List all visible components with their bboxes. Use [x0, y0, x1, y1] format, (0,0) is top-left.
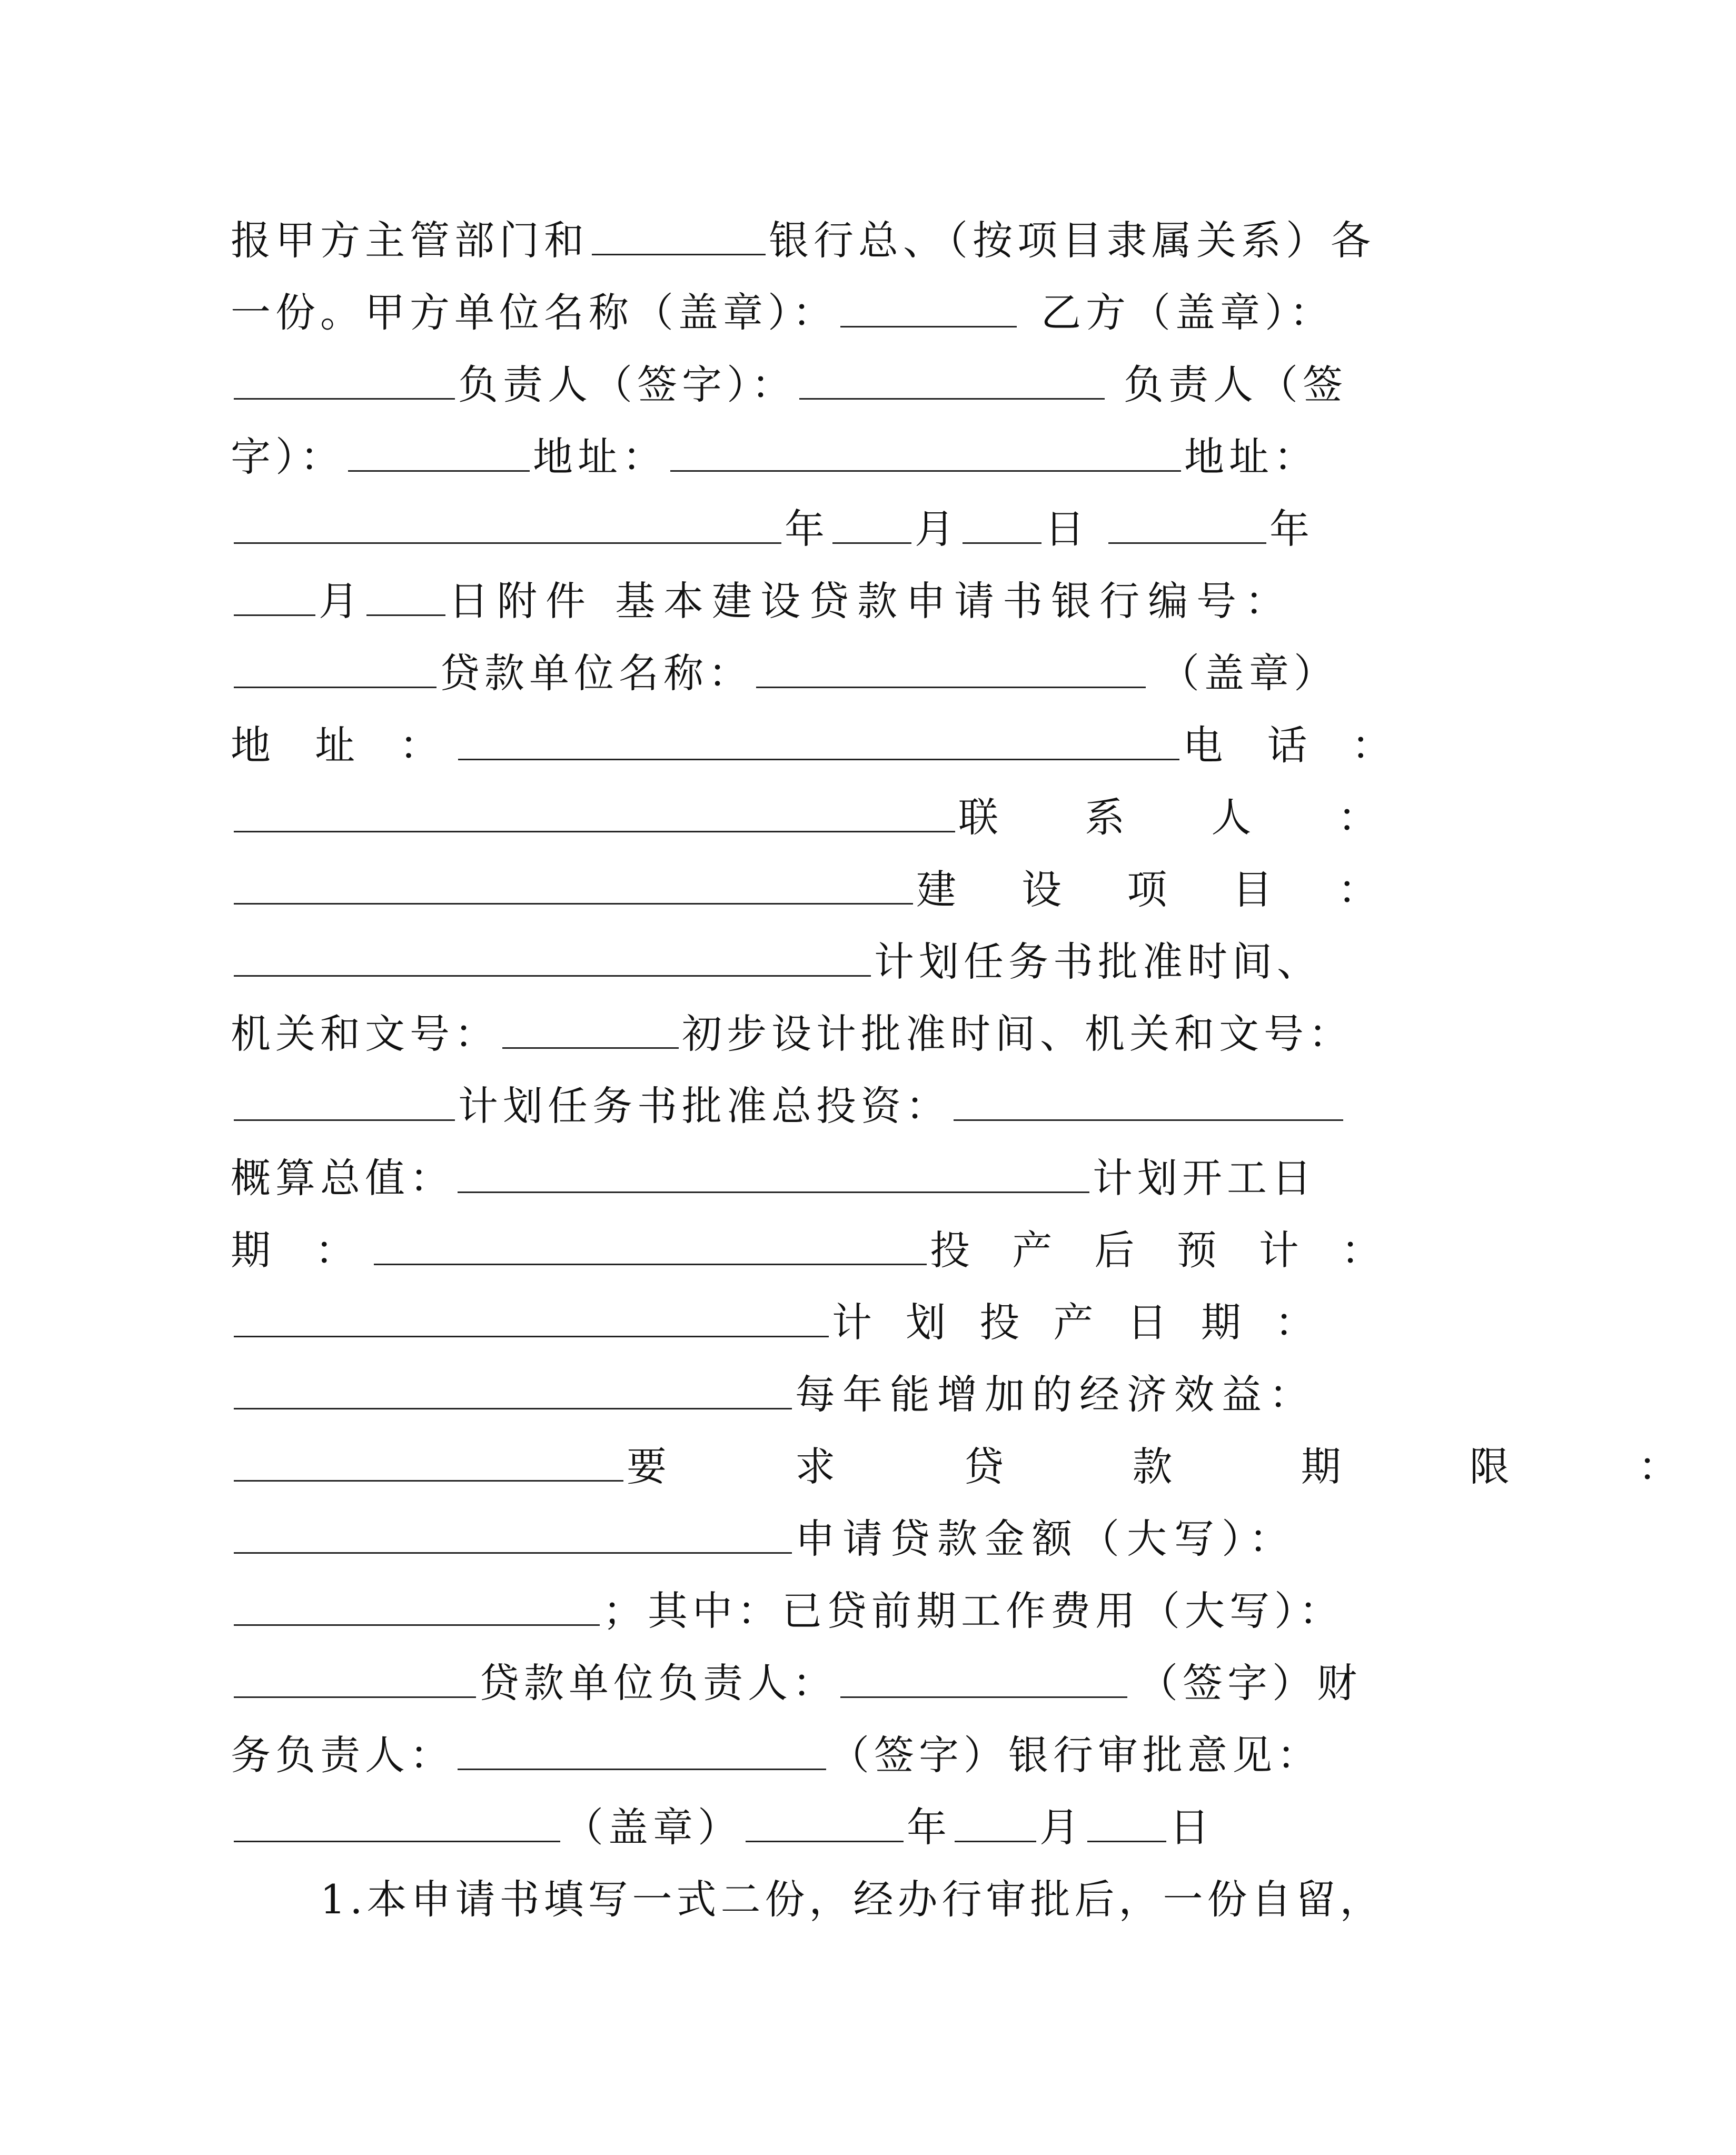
text-segment: 申请贷款金额（大写）： — [795, 1515, 1296, 1562]
text-line — [231, 1501, 1305, 1562]
text-segment: 地址： — [533, 433, 667, 480]
fill-blank[interactable] — [234, 540, 781, 544]
text-segment: 银行总、（按项目隶属关系）各 — [769, 217, 1375, 264]
text-segment: 计划任务书批准总投资： — [458, 1083, 950, 1129]
text-line — [231, 275, 1334, 336]
text-segment: 计划任务书批准时间、 — [874, 938, 1322, 985]
text-line — [231, 1285, 1325, 1346]
text-segment: 一份。甲方单位名称（盖章）： — [231, 289, 837, 336]
text-segment: （签字）银行审批意见： — [829, 1732, 1322, 1779]
fill-blank[interactable] — [963, 540, 1041, 544]
text-segment: 地址： — [1184, 433, 1318, 480]
fill-blank[interactable] — [458, 1189, 1089, 1193]
text-segment: 日 — [1169, 1804, 1214, 1851]
text-segment: 机关和文号： — [231, 1010, 499, 1057]
fill-blank[interactable] — [234, 1694, 476, 1698]
text-line — [231, 347, 1347, 408]
text-line — [231, 852, 1404, 913]
text-line — [231, 563, 1305, 624]
fill-blank[interactable] — [234, 1622, 600, 1626]
text-line — [231, 1140, 1316, 1201]
text-segment: 乙方（盖章）： — [1041, 289, 1334, 336]
text-segment: （签字）财 — [1138, 1660, 1362, 1706]
text-segment: 期 ： — [231, 1227, 371, 1274]
text-line — [231, 708, 1407, 769]
text-segment: 建 设 项 目 ： — [916, 866, 1404, 913]
text-segment: 务负责人： — [231, 1732, 454, 1779]
fill-blank[interactable] — [234, 612, 315, 616]
text-segment: 计划开工日 — [1093, 1155, 1316, 1201]
text-segment: 每年能增加的经济效益： — [795, 1371, 1316, 1418]
fill-blank[interactable] — [670, 468, 1181, 472]
fill-blank[interactable] — [458, 1766, 826, 1770]
text-segment: （盖章） — [563, 1804, 742, 1851]
text-segment: 负责人（签 — [1124, 361, 1347, 408]
fill-blank[interactable] — [348, 468, 530, 472]
text-line — [231, 1790, 1305, 1851]
text-segment: 贷款单位名称： — [440, 650, 753, 697]
text-line — [231, 780, 1415, 841]
text-segment: 联 系 人 ： — [958, 794, 1415, 841]
fill-blank[interactable] — [234, 396, 455, 400]
text-segment: 月 — [915, 505, 959, 552]
fill-blank[interactable] — [756, 684, 1146, 688]
text-segment: 日附件 基本建设贷款申请书银行编号： — [449, 578, 1294, 624]
fill-blank[interactable] — [234, 1117, 455, 1121]
text-line — [231, 491, 1314, 552]
fill-blank[interactable] — [234, 1478, 623, 1482]
text-line — [231, 1573, 1344, 1634]
text-segment: 贷款单位负责人： — [479, 1660, 837, 1706]
fill-blank[interactable] — [234, 973, 871, 977]
text-line — [231, 1357, 1316, 1418]
text-segment: 年 — [785, 505, 829, 552]
fill-blank[interactable] — [234, 684, 437, 688]
fill-blank[interactable] — [458, 757, 1179, 760]
text-line — [231, 203, 1375, 264]
fill-blank[interactable] — [799, 396, 1105, 400]
text-segment: 初步设计批准时间、机关和文号： — [682, 1010, 1353, 1057]
fill-blank[interactable] — [234, 1334, 829, 1337]
fill-blank[interactable] — [374, 1262, 927, 1265]
text-line — [231, 1717, 1322, 1779]
text-segment: 字）： — [231, 433, 345, 480]
text-segment: 概算总值： — [231, 1155, 454, 1201]
text-segment: 电 话 ： — [1183, 722, 1407, 769]
text-segment: 日 — [1045, 505, 1089, 552]
fill-blank[interactable] — [234, 829, 955, 832]
fill-blank[interactable] — [234, 1839, 560, 1842]
text-segment: 要 求 贷 款 期 限 ： — [627, 1443, 1736, 1490]
fill-blank[interactable] — [954, 1117, 1343, 1121]
text-segment: 投 产 后 预 计 ： — [930, 1227, 1396, 1274]
fill-blank[interactable] — [840, 324, 1017, 327]
fill-blank[interactable] — [955, 1839, 1036, 1842]
text-segment: 月 — [1039, 1804, 1084, 1851]
text-segment: 年 — [907, 1804, 951, 1851]
text-line — [231, 1429, 1736, 1490]
text-line — [231, 1645, 1362, 1706]
fill-blank[interactable] — [502, 1045, 679, 1049]
fill-blank[interactable] — [234, 1406, 792, 1409]
fill-blank[interactable] — [234, 901, 913, 905]
text-segment: 负责人（签字）： — [458, 361, 796, 408]
text-line — [320, 1862, 1384, 1923]
fill-blank[interactable] — [366, 612, 445, 616]
text-line — [231, 1213, 1396, 1274]
text-segment: 报甲方主管部门和 — [231, 217, 589, 264]
fill-blank[interactable] — [592, 252, 766, 255]
text-segment: 月 — [319, 578, 363, 624]
text-segment: ；其中：已贷前期工作费用（大写）： — [603, 1587, 1344, 1634]
fill-blank[interactable] — [234, 1550, 792, 1554]
text-line — [231, 635, 1338, 697]
text-segment: （盖章） — [1159, 650, 1338, 697]
fill-blank[interactable] — [1087, 1839, 1166, 1842]
text-line — [231, 996, 1353, 1057]
text-line — [231, 419, 1318, 480]
text-segment: 1.本申请书填写一式二份，经办行审批后，一份自留， — [320, 1876, 1384, 1923]
text-line — [231, 1068, 1305, 1129]
fill-blank[interactable] — [1108, 540, 1266, 544]
fill-blank[interactable] — [832, 540, 911, 544]
text-segment: 计 划 投 产 日 期 ： — [832, 1299, 1325, 1346]
fill-blank[interactable] — [746, 1839, 904, 1842]
text-segment: 地 址 ： — [231, 722, 455, 769]
fill-blank[interactable] — [840, 1694, 1127, 1698]
text-segment: 年 — [1269, 505, 1314, 552]
text-line — [231, 924, 1322, 985]
